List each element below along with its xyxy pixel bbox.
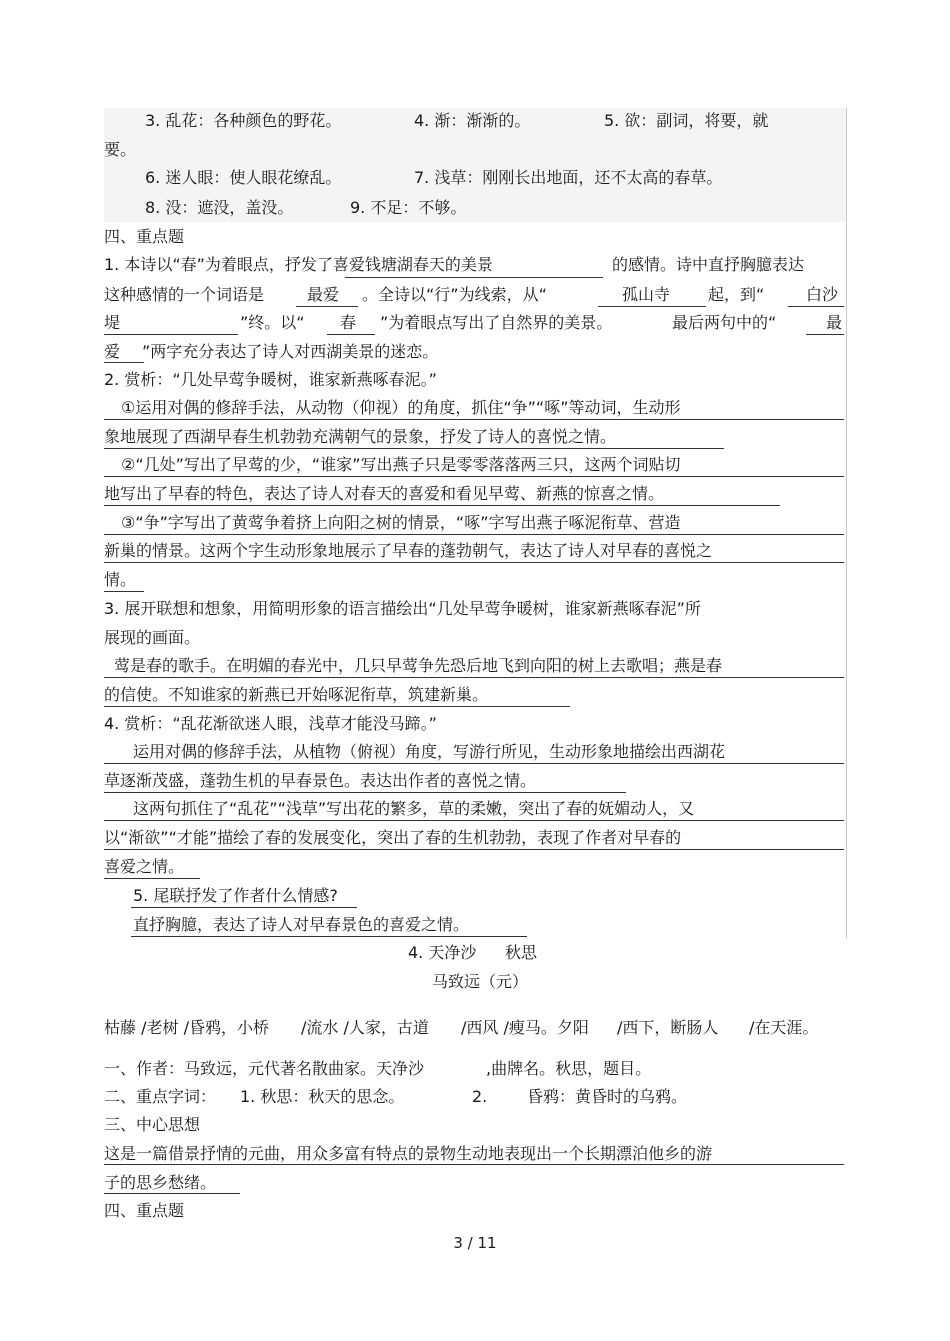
q2-a3-l3: 情。	[104, 570, 137, 589]
q3-a-l1: 莺是春的歌手。在明媚的春光中，几只早莺争先恐后地飞到向阳的树上去歌唱；燕是春	[114, 656, 723, 675]
q1-line4b: ”两字充分表达了诗人对西湖美景的迷恋。	[142, 342, 439, 361]
answer-underline	[131, 936, 527, 937]
q3-title-l1: 3. 展开联想和想象，用简明形象的语言描绘出“几处早莺争暖树，谁家新燕啄春泥”所	[104, 599, 701, 618]
q1-line1b: 的感情。诗中直抒胸臆表达	[612, 255, 805, 274]
q4-title: 4. 赏析：“乱花渐欲迷人眼，浅草才能没马蹄。”	[104, 714, 437, 733]
q1-line3a: 堤	[104, 313, 121, 332]
answer-underline	[104, 706, 570, 707]
answer-underline	[104, 534, 844, 535]
blank-underline	[327, 334, 375, 335]
poem4-center-title: 三、中心思想	[104, 1115, 201, 1134]
section-title: 四、重点题	[104, 227, 185, 246]
q1-blank-zui: 最	[826, 313, 843, 332]
poem4-text-2: /流水 /人家，古道	[301, 1018, 429, 1037]
q1-line3e: 最后两句中的“	[672, 313, 777, 332]
blank-underline	[598, 306, 706, 307]
answer-underline	[104, 476, 844, 477]
q2-a1-l2: 象地展现了西湖早春生机勃勃充满朝气的景象，抒发了诗人的喜悦之情。	[104, 427, 617, 446]
q1-line2c: 。全诗以“行”为线索，从“	[362, 285, 547, 304]
q1-line3b: ”终。以“	[240, 313, 305, 332]
answer-underline	[104, 1164, 844, 1165]
poem4-text-3: /西风 /瘦马。夕阳	[461, 1018, 589, 1037]
blank-underline	[788, 306, 844, 307]
answer-underline	[104, 878, 200, 879]
note-5: 5. 欲：副词，将要，就	[604, 111, 769, 130]
note-4: 4. 渐：渐渐的。	[414, 111, 531, 130]
poem4-word2-num: 2.	[472, 1087, 488, 1106]
answer-underline	[104, 849, 844, 850]
q1-blank-chun: 春	[340, 313, 357, 332]
q5-answer: 直抒胸臆，表达了诗人对早春景色的喜爱之情。	[133, 915, 470, 934]
answer-underline	[104, 677, 844, 678]
q4-a1-l2: 草逐渐茂盛，蓬勃生机的早春景色。表达出作者的喜悦之情。	[104, 771, 537, 790]
note-5-cont: 要。	[104, 140, 137, 159]
poem4-word2: 昏鸦：黄昏时的乌鸦。	[527, 1087, 688, 1106]
note-3: 3. 乱花：各种颜色的野花。	[145, 111, 342, 130]
q3-title-l2: 展现的画面。	[104, 628, 201, 647]
answer-underline	[104, 562, 844, 563]
q2-a3-l1: ③“争”字写出了黄莺争着挤上向阳之树的情景，“啄”字写出燕子啄泥衔草、营造	[121, 513, 681, 532]
poem4-author-note-a: 一、作者：马致远，元代著名散曲家。天净沙	[104, 1059, 425, 1078]
answer-underline	[104, 505, 780, 506]
margin-bar	[846, 108, 847, 938]
q1-blank-ai: 爱	[104, 342, 121, 361]
q1-line1a: 1. 本诗以“春”为着眼点，抒发了喜爱钱塘湖春天的美景	[104, 255, 493, 274]
answer-underline	[104, 820, 844, 821]
answer-underline	[104, 419, 844, 420]
q3-a-l2: 的信使。不知谁家的新燕已开始啄泥衔草，筑建新巢。	[104, 685, 489, 704]
answer-underline	[131, 907, 357, 908]
q2-a2-l2: 地写出了早春的特色，表达了诗人对春天的喜爱和看见早莺、新燕的惊喜之情。	[104, 484, 665, 503]
q4-a2-l1: 这两句抓住了“乱花”“浅草”写出花的繁多，草的柔嫩，突出了春的妩媚动人，又	[133, 799, 695, 818]
note-6: 6. 迷人眼：使人眼花缭乱。	[145, 168, 342, 187]
blank-underline	[345, 277, 603, 278]
blank-underline	[104, 362, 144, 363]
page-number: 3 / 11	[453, 1234, 497, 1252]
q2-a1-l1: ①运用对偶的修辞手法，从动物（仰视）的角度，抓住“争”“啄”等动词，生动形	[121, 398, 681, 417]
poem4-words-label: 二、重点字词：	[104, 1087, 217, 1106]
note-7: 7. 浅草：刚刚长出地面，还不太高的春草。	[414, 168, 723, 187]
poem4-center-l1: 这是一篇借景抒情的元曲，用众多富有特点的景物生动地表现出一个长期漂泊他乡的游	[104, 1144, 713, 1163]
q2-title: 2. 赏析：“几处早莺争暖树，谁家新燕啄春泥。”	[104, 370, 437, 389]
poem4-text-4: /西下，断肠人	[617, 1018, 719, 1037]
blank-underline	[296, 306, 358, 307]
q1-blank-baishadi: 白沙	[806, 285, 839, 304]
poem4-text-5: /在天涯。	[749, 1018, 819, 1037]
answer-underline	[104, 763, 844, 764]
answer-underline	[104, 448, 724, 449]
note-8: 8. 没：遮没，盖没。	[145, 198, 294, 217]
q4-a2-l2: 以“渐欲”“才能”描绘了春的发展变化，突出了春的生机勃勃，表现了作者对早春的	[104, 828, 682, 847]
q4-a1-l1: 运用对偶的修辞手法，从植物（俯视）角度，写游行所见，生动形象地描绘出西湖花	[133, 742, 726, 761]
q5-title: 5. 尾联抒发了作者什么情感?	[133, 886, 338, 905]
q4-a2-l3: 喜爱之情。	[104, 857, 185, 876]
poem4-title-a: 4. 天净沙	[408, 943, 477, 962]
poem4-title-b: 秋思	[505, 943, 538, 962]
q1-blank-zuiai: 最爱	[307, 285, 340, 304]
poem4-text-1: 枯藤 /老树 /昏鸦，小桥	[104, 1018, 269, 1037]
answer-underline	[104, 792, 626, 793]
poem4-author: 马致远（元）	[432, 972, 529, 991]
q1-line3d: ”为着眼点写出了自然界的美景。	[380, 313, 613, 332]
poem4-author-note-b: ,曲牌名。秋思，题目。	[486, 1059, 652, 1078]
q1-blank-gushansi: 孤山寺	[622, 285, 671, 304]
q1-line2e: 起，到“	[708, 285, 765, 304]
note-9: 9. 不足：不够。	[350, 198, 467, 217]
q2-a2-l1: ②“几处”写出了早莺的少，“谁家”写出燕子只是零零落落两三只，这两个词贴切	[121, 455, 681, 474]
poem4-word1: 1. 秋思：秋天的思念。	[240, 1087, 405, 1106]
blank-underline	[104, 334, 238, 335]
blank-underline	[806, 334, 844, 335]
poem4-section4: 四、重点题	[104, 1201, 185, 1220]
answer-underline	[104, 591, 144, 592]
q1-line2a: 这种感情的一个词语是	[104, 285, 265, 304]
poem4-center-l2: 子的思乡愁绪。	[104, 1173, 217, 1192]
answer-underline	[104, 1193, 240, 1194]
q2-a3-l2: 新巢的情景。这两个字生动形象地展示了早春的蓬勃朝气，表达了诗人对早春的喜悦之	[104, 541, 713, 560]
